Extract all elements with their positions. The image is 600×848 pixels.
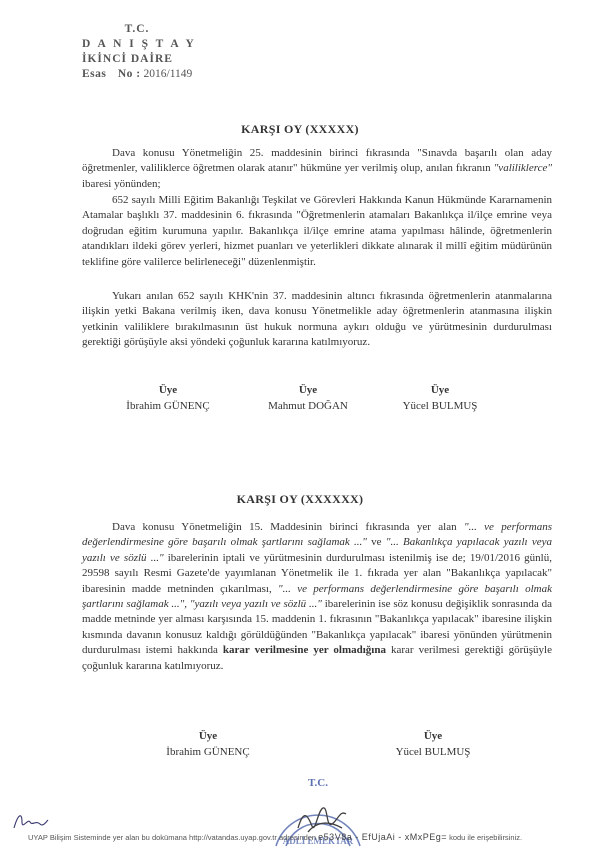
signatory-4 [138, 728, 278, 760]
s2-p1-em1: "... ve performans değerlendirmesine göre başarılı olmak şartlarını sağlamak ..." [82, 521, 553, 549]
signatory-name: Yücel BULMUŞ [402, 400, 478, 412]
s2-p1-c: ibarelerinin iptali ve yürütmesinin durdurulması istenilmiş ise de; 19/01/2016 günlü, 29598 sayılı Resmi Gazete'de yayımlanan Yönetmelik ile 1. fıkrada yer alan "Bakanlıkça yapılacak" ibaresinin madde metninden çıkarılması, [82, 551, 552, 595]
section1-paragraph-3: Yukarı anılan 652 sayılı KHK'nin 37. maddesinin altıncı fıkrasında öğretmenlerin atanmalarına ilişkin yetki Bakana verilmiş iken, dava konusu Yönetmelikle aday öğretmenlerin atanmasına ilişkin yetkinin valiliklere bırakılmasının üst hukuk normuna aykırı olduğu ve yürütmesinin durdurulması gerektiği görüşüyle aksi yöndeki çoğunluk kararına katılmıyoruz. [82, 290, 552, 349]
case-no: 2016/1149 [143, 68, 193, 80]
header-chamber: İKİNCİ DAİRE [82, 53, 173, 65]
signatory-5 [363, 728, 503, 760]
footer-text-a: UYAP Bilişim Sisteminde yer alan bu dokümana http://vatandas.uyap.gov.tr adresinden [28, 833, 317, 842]
no-label: No : [117, 68, 141, 80]
s2-p1-em3: "... ve performans değerlendirmesine göre başarılı olmak şartlarını sağlamak ...", "yazılı veya yazılı ve sözlü ..." [82, 582, 552, 611]
header-court: D A N I Ş T A Y [82, 38, 197, 50]
s1-p1-em: "valiliklerce" [493, 162, 552, 175]
uyap-footer [28, 832, 588, 842]
section2-title: KARŞI OY (XXXXXX) [236, 492, 364, 506]
header-tc: T.C. [124, 23, 150, 35]
signatory-name: İbrahim GÜNENÇ [126, 400, 210, 412]
signatory-name: İbrahim GÜNENÇ [166, 746, 250, 758]
footer-code: e53V8a - EfUjaAi - xMxPEg= [318, 832, 447, 842]
s2-p1-b: ve [366, 536, 386, 549]
header-case-number [82, 67, 232, 82]
signatory-role: Üye [298, 384, 318, 396]
section2-paragraph-1 [82, 520, 552, 674]
s2-p1-e: karar verilmesi gerektiği görüşüyle çoğunluk kararına katılmıyoruz. [82, 644, 552, 672]
signatory-2 [238, 382, 378, 414]
footer-text-b: kodu ile erişebilirsiniz. [449, 833, 523, 842]
s1-p1-b: ibaresi yönünden; [82, 177, 161, 190]
signatory-role: Üye [430, 384, 450, 396]
s2-p1-a: Dava konusu Yönetmeliğin 15. Maddesinin birinci fıkrasında yer alan [112, 521, 464, 533]
signatory-3 [370, 382, 510, 414]
signatory-role: Üye [198, 730, 218, 742]
signatory-name: Mahmut DOĞAN [268, 400, 348, 412]
s2-p1-em2: "... Bakanlıkça yapılacak yazılı veya yazılı ve sözlü ..." [82, 536, 552, 564]
signatory-role: Üye [158, 384, 178, 396]
s2-p1-d: ibarelerinin ise söz konusu değişiklik sonrasında da madde metninde yer alması karşısında 15. maddenin 1. fıkrasının "Bakanlıkça yapılacak" ibaresine ilişkin kısmında davanın konusuz kaldığı görüldüğünden "Bakanlıkça yapılacak" ibaresi yönünden yürütmenin durdurulması istemi hakkında [82, 598, 553, 657]
handwritten-signature [10, 808, 50, 834]
document-header [82, 22, 232, 82]
s1-p1-a: Dava konusu Yönetmeliğin 25. maddesinin birinci fıkrasında "Sınavda başarılı olan aday öğretmenler, valiliklerce öğretmen olarak atanır" hükmüne yer verilmiş olup, anılan fıkranın [82, 147, 552, 175]
signatory-role: Üye [423, 730, 443, 742]
signatory-1 [98, 382, 238, 414]
esas-label: Esas [82, 68, 107, 80]
section1-paragraph-2: 652 sayılı Milli Eğitim Bakanlığı Teşkilat ve Görevleri Hakkında Kanun Hükmünde Kararnamenin Atamalar başlıklı 37. maddesinin 6. fıkrasında "Öğretmenlerin atamaları Bakanlıkça il/ilçe emrine veya doğrudan eğitim kurumuna yapılır. Bakanlıkça il/ilçe emrine atama yapılması hâlinde, öğretmenlerin atandıkları ildeki görev yerleri, hizmet puanları ve yeterlikleri dikkate alınarak il millî eğitim müdürünün teklifine göre valilerce belirleneceği" düzenlenmiştir. [82, 194, 552, 268]
section1-paragraph-1 [82, 146, 552, 192]
signatory-name: Yücel BULMUŞ [395, 746, 471, 758]
stamp-tc: T.C. [308, 777, 328, 789]
s2-p1-bold: karar verilmesine yer olmadığına [222, 644, 386, 657]
stamp-name: ADLİ EMEKTAR [282, 836, 354, 846]
section1-title: KARŞI OY (XXXXX) [241, 122, 359, 136]
